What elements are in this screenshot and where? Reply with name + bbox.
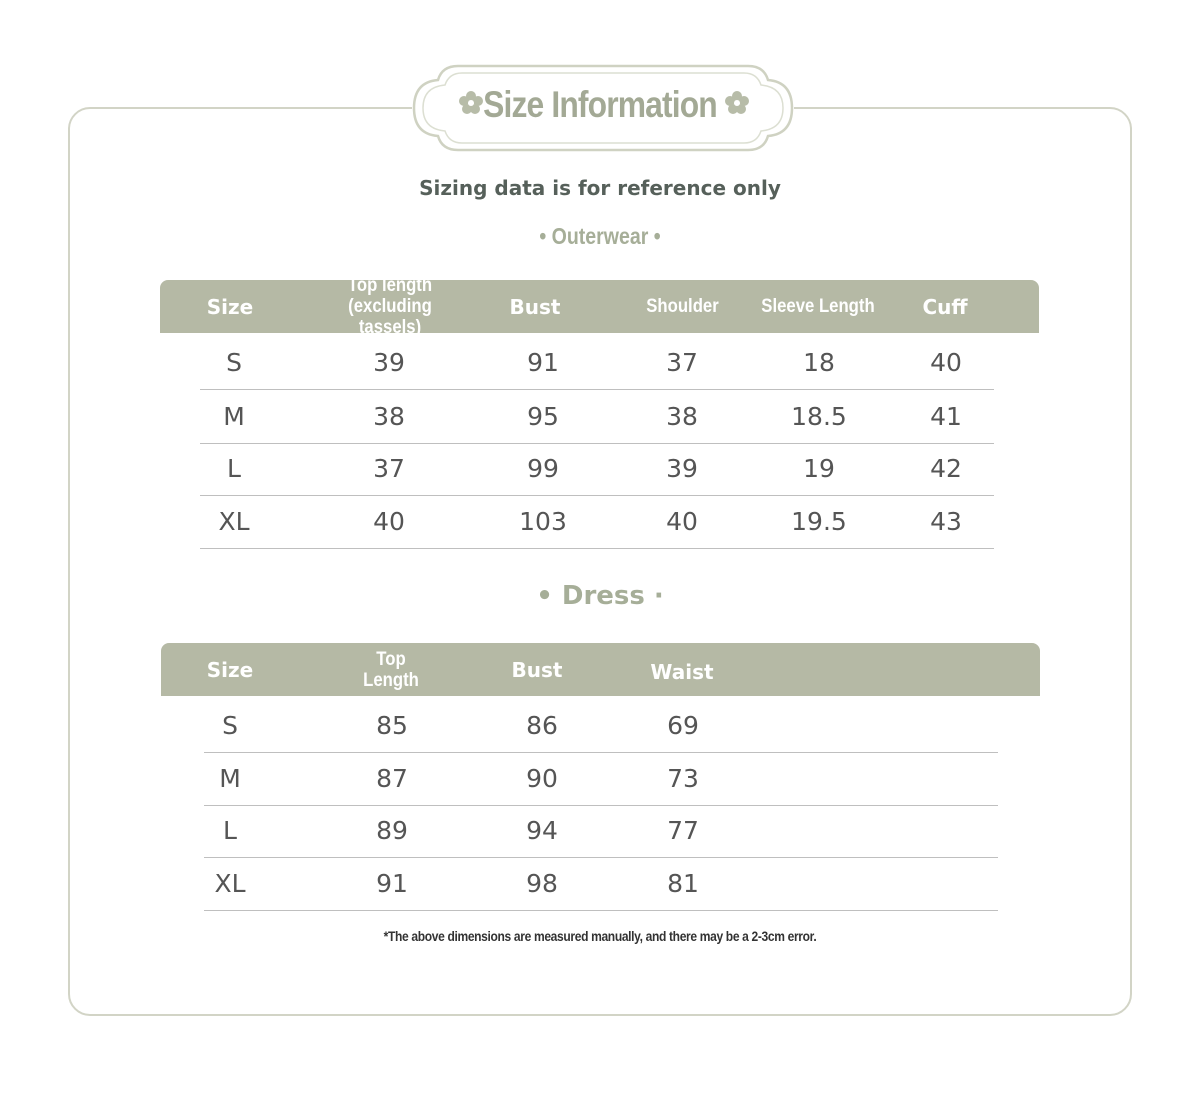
table-cell: 77 xyxy=(667,815,699,845)
column-header: Size xyxy=(206,294,254,319)
column-header: Bust xyxy=(509,294,561,319)
table-cell: S xyxy=(226,347,242,377)
table-cell: 87 xyxy=(376,763,408,793)
measurement-note: *The above dimensions are measured manually, and there may be a 2-3cm error. xyxy=(383,928,817,944)
table-cell: 86 xyxy=(526,710,558,740)
dress-table-header xyxy=(161,643,1040,696)
subtitle: Sizing data is for reference only xyxy=(419,176,781,200)
column-header: Bust xyxy=(511,657,563,682)
table-cell: XL xyxy=(218,506,250,536)
table-cell: 42 xyxy=(930,453,962,483)
table-cell: M xyxy=(223,401,245,431)
table-row xyxy=(200,390,994,444)
table-cell: 69 xyxy=(667,710,699,740)
table-cell: 19 xyxy=(803,453,835,483)
table-cell: 90 xyxy=(526,763,558,793)
table-cell: 85 xyxy=(376,710,408,740)
table-cell: 43 xyxy=(930,506,962,536)
outerwear-table-header xyxy=(160,275,1039,338)
table-cell: S xyxy=(222,710,238,740)
column-header: Size xyxy=(206,657,254,682)
column-header: Shoulder xyxy=(646,296,719,317)
table-row xyxy=(204,699,998,753)
section-label-dress: • Dress · xyxy=(536,581,664,611)
section-label-outerwear: • Outerwear • xyxy=(539,223,661,249)
table-cell: 19.5 xyxy=(791,506,847,536)
table-cell: XL xyxy=(214,868,246,898)
table-cell: 89 xyxy=(376,815,408,845)
table-cell: 91 xyxy=(376,868,408,898)
table-cell: 37 xyxy=(666,347,698,377)
table-row xyxy=(204,804,998,858)
table-row xyxy=(200,495,994,549)
table-cell: L xyxy=(223,815,237,845)
table-row xyxy=(204,857,998,911)
table-cell: 18 xyxy=(803,347,835,377)
column-header: Top length (excluding tassels) xyxy=(347,275,433,338)
table-cell: 38 xyxy=(666,401,698,431)
column-header: Sleeve Length xyxy=(761,296,875,317)
table-cell: 40 xyxy=(373,506,405,536)
table-cell: 91 xyxy=(527,347,559,377)
table-cell: 103 xyxy=(519,506,567,536)
table-cell: 37 xyxy=(373,453,405,483)
table-row xyxy=(200,336,994,390)
table-cell: M xyxy=(219,763,241,793)
column-header: Cuff xyxy=(922,294,968,319)
table-row xyxy=(200,442,994,496)
table-cell: 94 xyxy=(526,815,558,845)
table-cell: 40 xyxy=(666,506,698,536)
table-cell: 38 xyxy=(373,401,405,431)
table-cell: 39 xyxy=(666,453,698,483)
page-title: Size Information xyxy=(483,84,717,125)
table-cell: L xyxy=(227,453,241,483)
table-cell: 98 xyxy=(526,868,558,898)
column-header: Waist xyxy=(650,659,714,684)
table-cell: 99 xyxy=(527,453,559,483)
table-cell: 81 xyxy=(667,868,699,898)
table-row xyxy=(204,752,998,806)
column-header: Top Length xyxy=(363,648,419,691)
table-cell: 73 xyxy=(667,763,699,793)
table-cell: 40 xyxy=(930,347,962,377)
table-cell: 18.5 xyxy=(791,401,847,431)
table-cell: 39 xyxy=(373,347,405,377)
table-cell: 95 xyxy=(527,401,559,431)
table-cell: 41 xyxy=(930,401,962,431)
